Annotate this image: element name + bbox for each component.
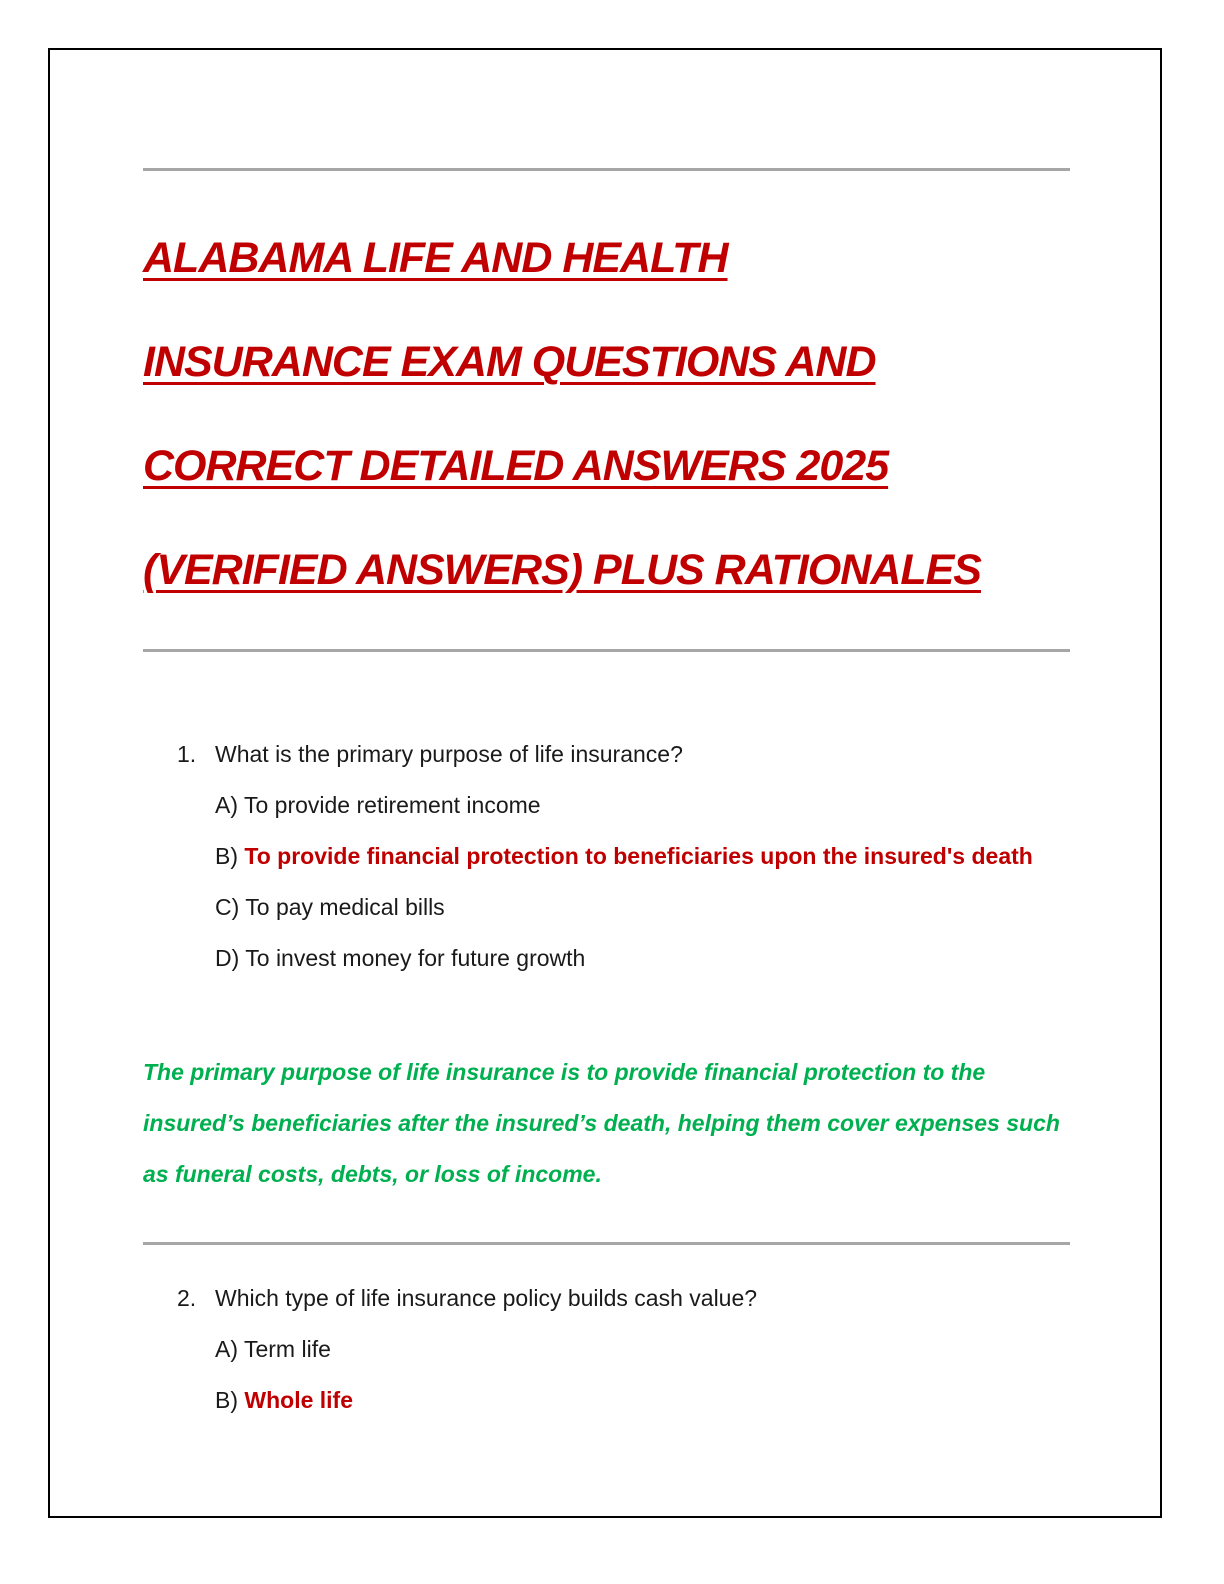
option-letter: A) xyxy=(215,792,238,818)
question-2 xyxy=(177,1273,1057,1426)
option-letter: C) xyxy=(215,894,240,920)
option-letter: D) xyxy=(215,945,240,971)
correct-answer-text: To provide financial protection to beneficiaries upon the insured's death xyxy=(244,843,1033,869)
option-a xyxy=(177,1324,1057,1375)
option-d xyxy=(177,933,1057,984)
option-text: To pay medical bills xyxy=(245,894,445,920)
option-letter: B) xyxy=(215,1387,238,1413)
option-b xyxy=(177,831,1057,882)
question-text: What is the primary purpose of life insurance? xyxy=(215,741,683,767)
title-line-1: ALABAMA LIFE AND HEALTH xyxy=(143,234,728,282)
option-text: To provide retirement income xyxy=(243,792,541,818)
option-text: To invest money for future growth xyxy=(245,945,586,971)
rationale-1: The primary purpose of life insurance is to provide financial protection to the insured’s beneficiaries after the insured’s death, helping them cover expenses such as funeral costs, debts, or loss of income. xyxy=(143,1059,1060,1187)
divider-after-title xyxy=(143,649,1070,652)
title-line-4: (VERIFIED ANSWERS) PLUS RATIONALES xyxy=(143,546,981,594)
option-b xyxy=(177,1375,1057,1426)
option-a xyxy=(177,780,1057,831)
correct-answer-text: Whole life xyxy=(244,1387,354,1413)
option-letter: A) xyxy=(215,1336,238,1362)
question-1 xyxy=(177,729,1057,984)
question-stem xyxy=(177,729,1057,780)
title-line-2: INSURANCE EXAM QUESTIONS AND xyxy=(143,338,876,386)
question-number: 2. xyxy=(177,1285,197,1311)
question-text: Which type of life insurance policy builds cash value? xyxy=(215,1285,758,1311)
question-stem xyxy=(177,1273,1057,1324)
option-text: Term life xyxy=(243,1336,331,1362)
divider-top xyxy=(143,168,1070,171)
question-number: 1. xyxy=(177,741,197,767)
option-letter: B) xyxy=(215,843,238,869)
title-line-3: CORRECT DETAILED ANSWERS 2025 xyxy=(143,442,889,490)
option-c xyxy=(177,882,1057,933)
document-title xyxy=(143,206,1103,622)
divider-question-2 xyxy=(143,1242,1070,1245)
